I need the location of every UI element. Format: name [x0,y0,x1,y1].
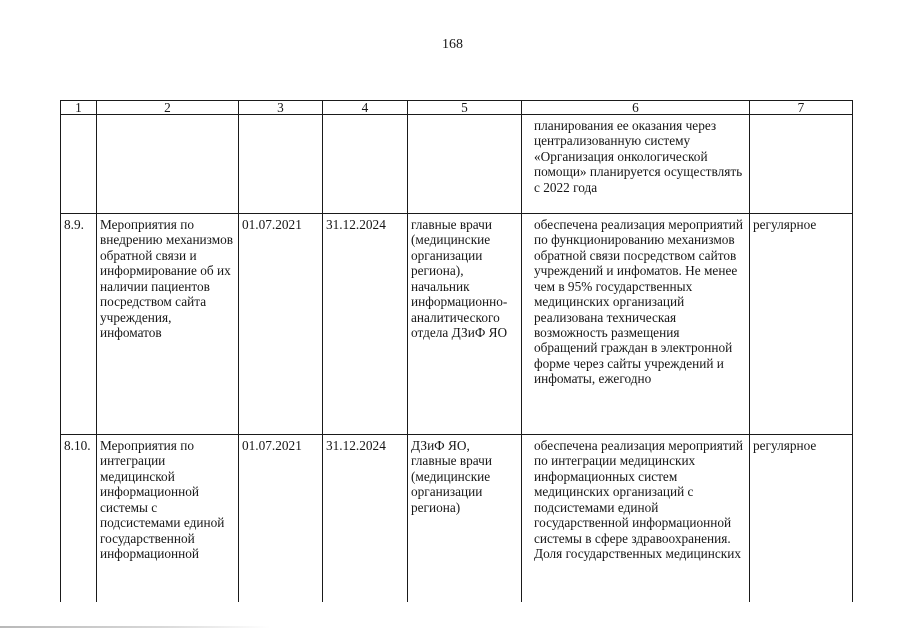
cell-responsible [408,115,522,214]
table-row [61,115,853,214]
cell-periodicity: регулярное [750,214,853,435]
scan-artifact [0,626,270,628]
table-header-row [61,101,853,115]
cell-name [97,115,239,214]
header-col-5: 5 [408,101,522,115]
table-row [61,214,853,435]
cell-result: обеспечена реализация мероприятий по интеграции медицинских информационных систем медицинских организаций с подсистемами единой государственной информационной системы в сфере здравоохранения. Доля государственных медицинских [522,435,750,603]
cell-num [61,115,97,214]
page-number: 168 [442,37,463,52]
header-col-3: 3 [239,101,323,115]
cell-start [239,115,323,214]
header-col-6: 6 [522,101,750,115]
cell-result: планирования ее оказания через централизованную систему «Организация онкологической помощи» планируется осуществлять с 2022 года [522,115,750,214]
cell-responsible: ДЗиФ ЯО, главные врачи (медицинские организации региона) [408,435,522,603]
cell-end: 31.12.2024 [323,214,408,435]
cell-periodicity: регулярное [750,435,853,603]
header-col-2: 2 [97,101,239,115]
cell-num: 8.9. [61,214,97,435]
cell-end [323,115,408,214]
header-col-4: 4 [323,101,408,115]
header-col-7: 7 [750,101,853,115]
measures-table [60,100,853,602]
cell-num: 8.10. [61,435,97,603]
header-col-1: 1 [61,101,97,115]
cell-periodicity [750,115,853,214]
cell-start: 01.07.2021 [239,435,323,603]
cell-name: Мероприятия по интеграции медицинской информационной системы с подсистемами единой государственной информационной [97,435,239,603]
table-row [61,435,853,603]
cell-responsible: главные врачи (медицинские организации региона), начальник информационно-аналитического отдела ДЗиФ ЯО [408,214,522,435]
cell-start: 01.07.2021 [239,214,323,435]
cell-name: Мероприятия по внедрению механизмов обратной связи и информирование об их наличии пациентов посредством сайта учреждения, инфоматов [97,214,239,435]
cell-end: 31.12.2024 [323,435,408,603]
cell-result: обеспечена реализация мероприятий по функционированию механизмов обратной связи посредством сайтов учреждений и инфоматов. Не менее чем в 95% государственных медицинских организаций реализована техническая возможность размещения обращений граждан в электронной форме через сайты учреждений и инфоматы, ежегодно [522,214,750,435]
